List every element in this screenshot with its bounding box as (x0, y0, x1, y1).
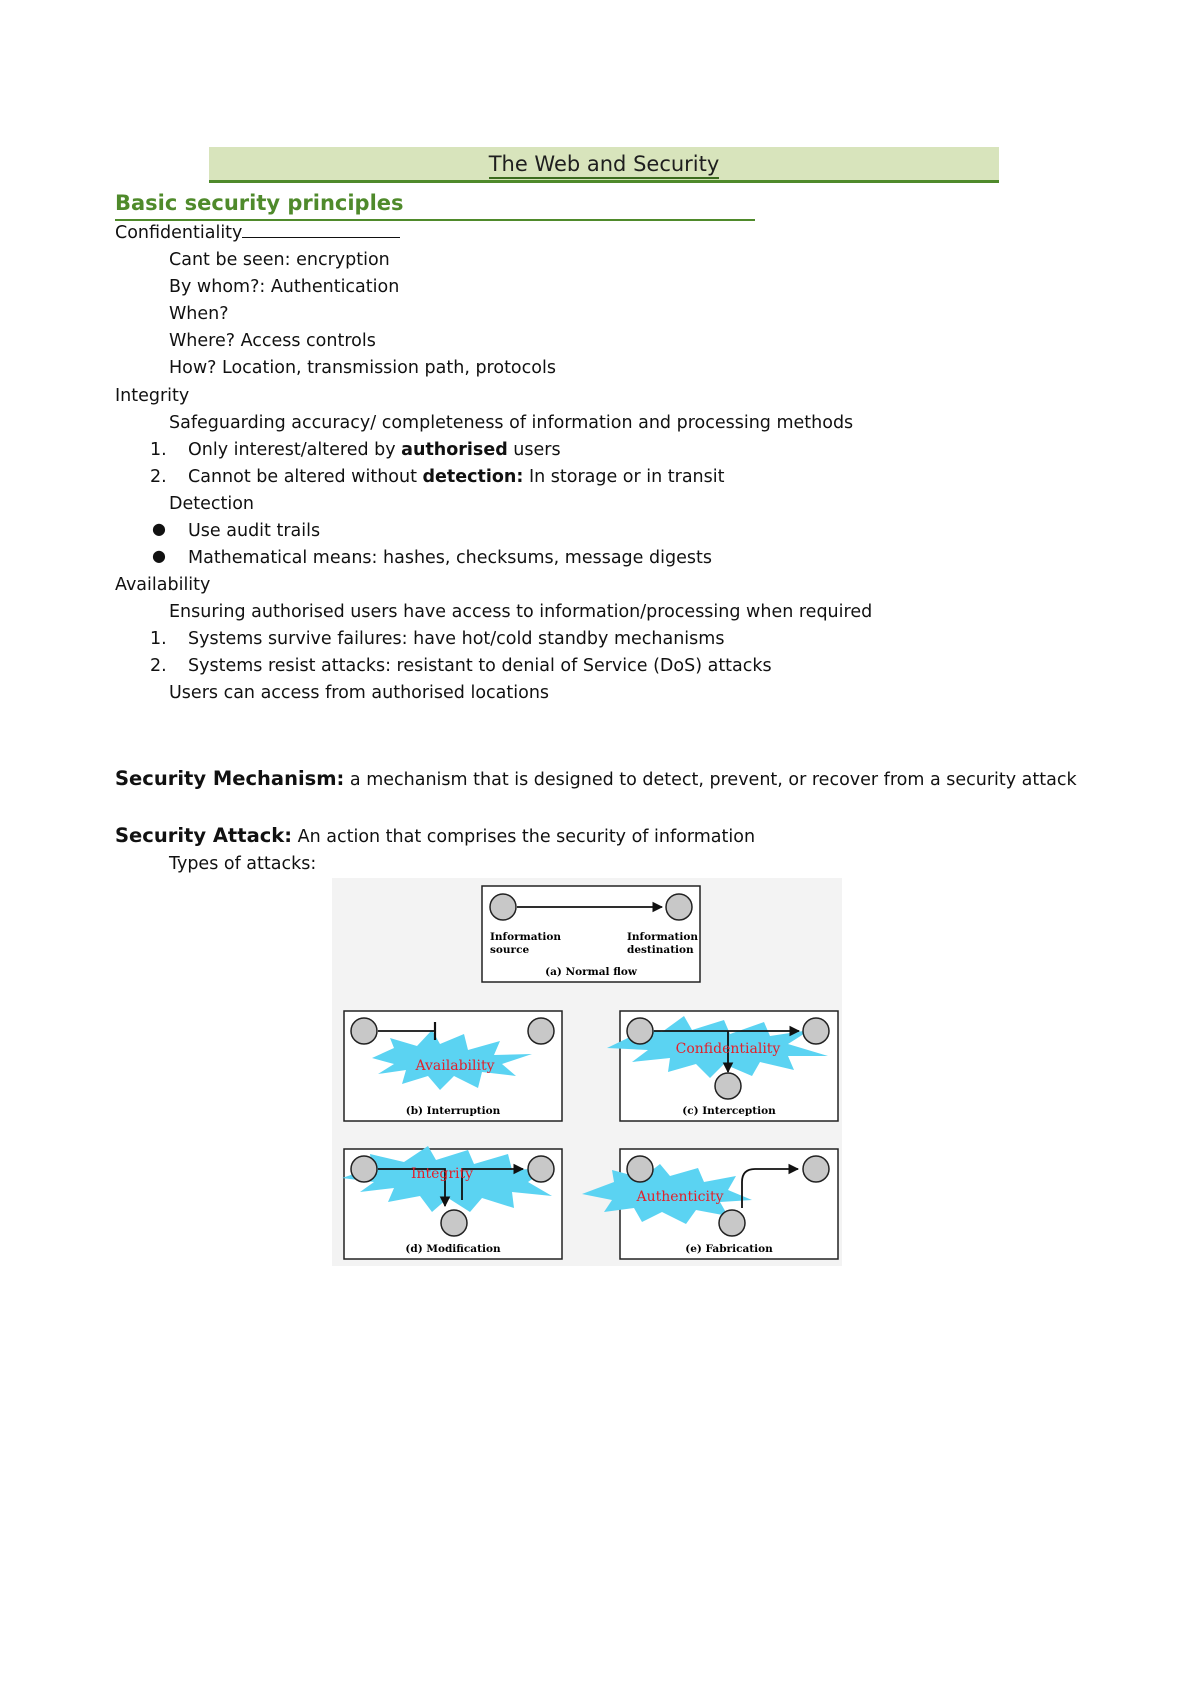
confidentiality-item: Cant be seen: encryption (169, 250, 390, 270)
list-number: 1. (150, 629, 167, 649)
confidentiality-item: How? Location, transmission path, protocols (169, 358, 556, 378)
detection-item: Mathematical means: hashes, checksums, message digests (188, 548, 712, 568)
bullet: ● (152, 519, 166, 538)
source-node (351, 1156, 377, 1182)
bullet: ● (152, 546, 166, 565)
integrity-point: Only interest/altered by authorised users (188, 440, 561, 460)
fabricator-node (719, 1210, 745, 1236)
integrity-desc: Safeguarding accuracy/ completeness of information and processing methods (169, 413, 854, 433)
caption-modification: (d) Modification (405, 1243, 501, 1255)
caption-interruption: (b) Interruption (405, 1105, 501, 1117)
availability-desc: Ensuring authorised users have access to information/processing when required (169, 602, 873, 622)
availability-point: Systems resist attacks: resistant to denial of Service (DoS) attacks (188, 656, 772, 676)
attack-definition: Security Attack: An action that comprises the security of information (115, 824, 756, 847)
source-node (490, 894, 516, 920)
confidentiality-item: Where? Access controls (169, 331, 376, 351)
caption-interception: (c) Interception (682, 1105, 776, 1117)
source-label-line2: source (490, 944, 530, 956)
list-number: 2. (150, 656, 167, 676)
destination-node (803, 1156, 829, 1182)
availability-extra: Users can access from authorised locations (169, 683, 550, 703)
destination-node (666, 894, 692, 920)
detection-item: Use audit trails (188, 521, 321, 541)
detection-label: Detection (169, 494, 255, 514)
burst-label-integrity: Integrity (410, 1166, 474, 1182)
list-number: 2. (150, 467, 167, 487)
integrity-point: Cannot be altered without detection: In storage or in transit (188, 467, 725, 487)
source-node (627, 1156, 653, 1182)
source-label-line1: Information (490, 931, 561, 943)
list-number: 1. (150, 440, 167, 460)
modifier-node (441, 1210, 467, 1236)
attack-types-figure (332, 878, 842, 1266)
source-node (627, 1018, 653, 1044)
destination-node (528, 1018, 554, 1044)
destination-node (803, 1018, 829, 1044)
interceptor-node (715, 1073, 741, 1099)
burst-label-confidentiality: Confidentiality (675, 1041, 781, 1057)
confidentiality-item: When? (169, 304, 229, 324)
confidentiality-item: By whom?: Authentication (169, 277, 400, 297)
destination-label-line2: destination (627, 944, 694, 956)
burst-label-authenticity: Authenticity (636, 1189, 724, 1205)
section-heading: Basic security principles (115, 189, 755, 221)
destination-node (528, 1156, 554, 1182)
integrity-label: Integrity (115, 386, 190, 406)
destination-label-line1: Information (627, 931, 698, 943)
confidentiality-label: Confidentiality (115, 221, 400, 245)
source-node (351, 1018, 377, 1044)
types-of-attacks-label: Types of attacks: (169, 854, 317, 874)
caption-normal-flow: (a) Normal flow (545, 966, 637, 978)
availability-label: Availability (115, 575, 211, 595)
burst-label-availability: Availability (415, 1058, 495, 1074)
caption-fabrication: (e) Fabrication (685, 1243, 773, 1255)
document-title: The Web and Security (209, 147, 999, 183)
availability-point: Systems survive failures: have hot/cold standby mechanisms (188, 629, 725, 649)
mechanism-definition: Security Mechanism: a mechanism that is designed to detect, prevent, or recover from a security attack (115, 767, 1077, 790)
